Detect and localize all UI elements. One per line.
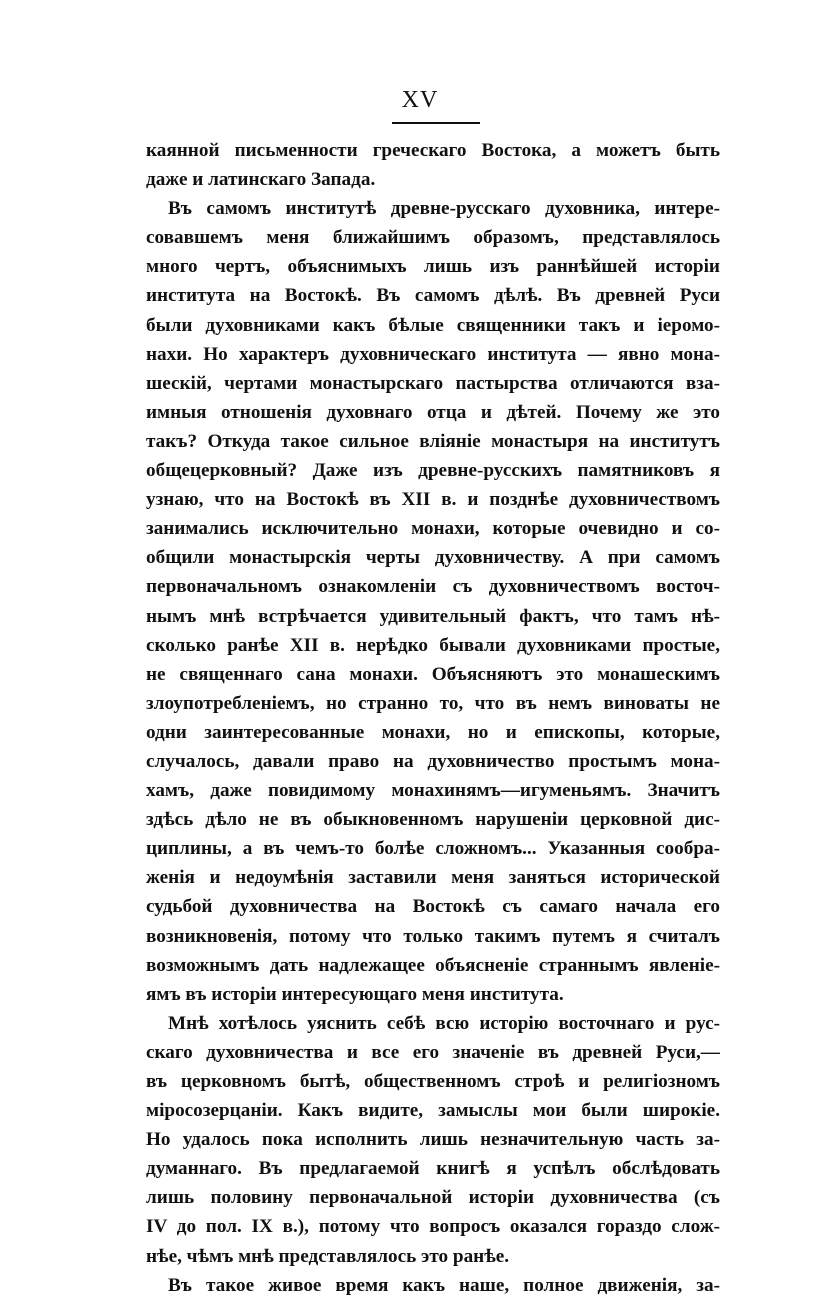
text-line: занимались исключительно монахи, которые очевидно и со- bbox=[146, 518, 720, 540]
text-line: думаннаго. Въ предлагаемой книгѣ я успѣлъ обслѣдовать bbox=[146, 1158, 720, 1180]
text-line: узнаю, что на Востокѣ въ XII в. и позднѣе духовничествомъ bbox=[146, 489, 720, 511]
text-line: такъ? Откуда такое сильное вліяніе монастыря на институтъ bbox=[146, 430, 720, 452]
text-line: общецерковный? Даже изъ древне-русскихъ памятниковъ я bbox=[146, 460, 720, 482]
text-line: Въ такое живое время какъ наше, полное движенія, за- bbox=[168, 1274, 720, 1296]
text-line: нымъ мнѣ встрѣчается удивительный фактъ, что тамъ нѣ- bbox=[146, 605, 720, 627]
page-number: XV bbox=[401, 87, 439, 113]
text-line: лишь половину первоначальной исторіи духовничества (съ bbox=[146, 1187, 720, 1209]
text-line: не священнаго сана монахи. Объясняютъ это монашескимъ bbox=[146, 663, 720, 685]
text-line: каянной письменности греческаго Востока, а можетъ быть bbox=[146, 140, 720, 161]
text-line: ямъ въ исторіи интересующаго меня института. bbox=[146, 983, 564, 1005]
text-line: общили монастырскія черты духовничеству. А при самомъ bbox=[146, 547, 720, 569]
text-line: скаго духовничества и все его значеніе въ древней Руси,— bbox=[146, 1041, 720, 1063]
text-line: сколько ранѣе XII в. нерѣдко бывали духовниками простые, bbox=[146, 634, 720, 656]
text-line: нѣе, чѣмъ мнѣ представлялось это ранѣе. bbox=[146, 1245, 510, 1267]
text-line: случалось, давали право на духовничество простымъ мона- bbox=[146, 750, 720, 772]
text-line: Мнѣ хотѣлось уяснить себѣ всю исторію восточнаго и рус- bbox=[168, 1012, 720, 1034]
text-line: были духовниками какъ бѣлые священники такъ и іеромо- bbox=[146, 314, 720, 336]
text-line: хамъ, даже повидимому монахинямъ—игуменьямъ. Значитъ bbox=[146, 780, 720, 802]
text-line: первоначальномъ ознакомленіи съ духовничествомъ восточ- bbox=[146, 576, 720, 598]
text-line: одни заинтересованные монахи, но и епископы, которые, bbox=[146, 721, 720, 743]
text-line: міросозерцаніи. Какъ видите, замыслы мои были широкіе. bbox=[146, 1100, 720, 1122]
body-text bbox=[146, 136, 720, 1300]
text-line: шескій, чертами монастырскаго пастырства отличаются вза- bbox=[146, 372, 720, 394]
text-line: нахи. Но характеръ духовническаго института — явно мона- bbox=[146, 343, 720, 365]
text-line: женія и недоумѣнія заставили меня заняться исторической bbox=[146, 867, 720, 889]
text-line: Но удалось пока исполнить лишь незначительную часть за- bbox=[146, 1129, 720, 1151]
text-line: даже и латинскаго Запада. bbox=[146, 169, 376, 191]
text-line: института на Востокѣ. Въ самомъ дѣлѣ. Въ древней Руси bbox=[146, 285, 720, 307]
text-line: возможнымъ дать надлежащее объясненіе страннымъ явленіе- bbox=[146, 954, 720, 976]
text-line: злоупотребленіемъ, но странно то, что въ немъ виноваты не bbox=[146, 692, 720, 714]
text-line: совавшемъ меня ближайшимъ образомъ, представлялось bbox=[146, 227, 720, 249]
text-line: возникновенія, потому что только такимъ путемъ я считалъ bbox=[146, 925, 720, 947]
text-line: имныя отношенія духовнаго отца и дѣтей. Почему же это bbox=[146, 401, 720, 423]
text-line: IV до пол. IX в.), потому что вопросъ оказался гораздо слож- bbox=[146, 1216, 720, 1238]
text-line: циплины, а въ чемъ-то болѣе сложномъ... Указанныя сообра- bbox=[146, 838, 720, 860]
text-line: судьбой духовничества на Востокѣ съ самаго начала его bbox=[146, 896, 720, 918]
text-line: здѣсь дѣло не въ обыкновенномъ нарушеніи церковной дис- bbox=[146, 809, 720, 831]
text-line: много чертъ, объяснимыхъ лишь изъ раннѣйшей исторіи bbox=[146, 256, 720, 278]
text-line: Въ самомъ институтѣ древне-русскаго духовника, интере- bbox=[168, 198, 720, 220]
header-rule bbox=[392, 122, 480, 124]
text-line: въ церковномъ бытѣ, общественномъ строѣ и религіозномъ bbox=[146, 1071, 720, 1092]
